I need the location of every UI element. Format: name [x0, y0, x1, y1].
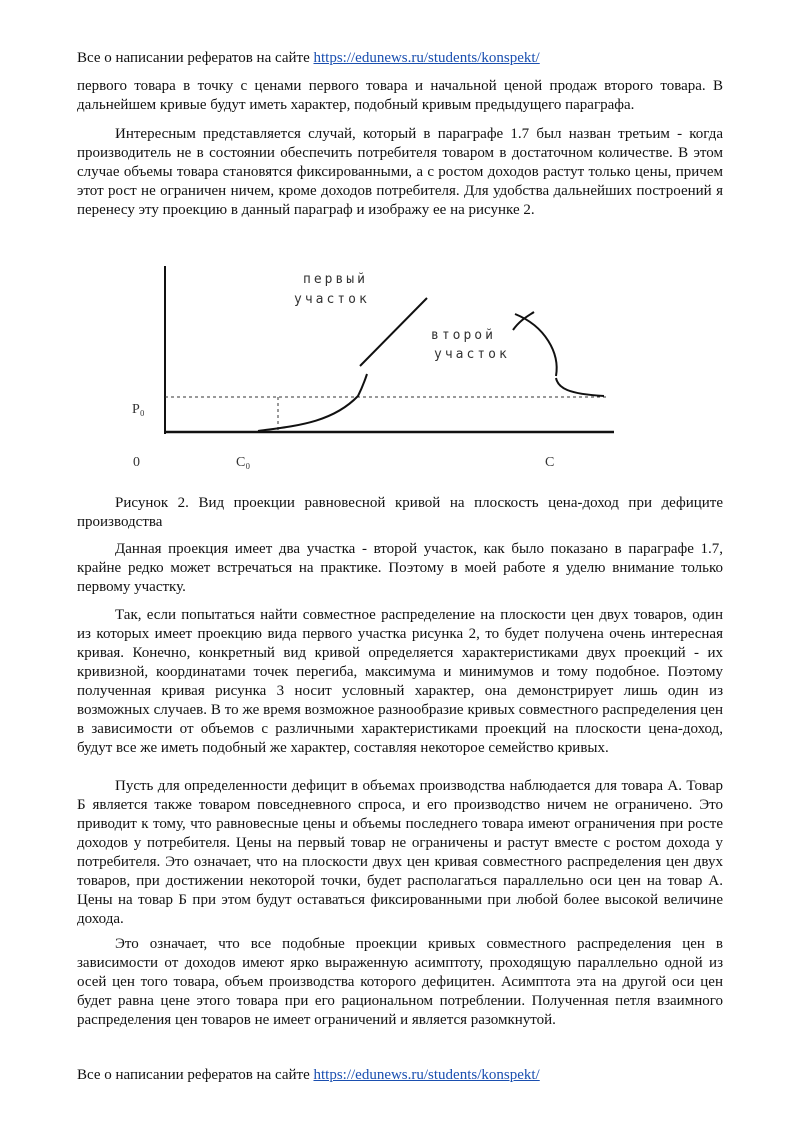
first-section-curve-upper [360, 298, 427, 366]
label-second-line1: второй [431, 328, 496, 343]
label-first-line1: первый [303, 272, 368, 287]
footer-link[interactable]: https://edunews.ru/students/konspekt/ [313, 1067, 540, 1083]
second-section-curve-lower [556, 378, 604, 396]
origin-label: 0 [133, 455, 140, 470]
figure-2-graphic [120, 258, 630, 483]
footer-text: Все о написании рефератов на сайте [77, 1067, 314, 1083]
label-second-line2: участок [434, 347, 510, 362]
paragraph-2: Интересным представляется случай, который в параграфе 1.7 был назван третьим - когда производитель не в состоянии обеспечить потребителя товаром в достаточном количестве. В этом случае объемы товара становятся фиксированными, а с ростом доходов растут только цены, причем этот рост не ограничен ничем, кроме доходов потребителя. Для удобства дальнейших построений я перенесу эту проекцию в данный параграф и изображу ее на рисунке 2. [77, 126, 723, 218]
paragraph-3: Данная проекция имеет два участка - второй участок, как было показано в параграфе 1.7, крайне редко может встречаться на практике. Поэтому в моей работе я уделю внимание только первому участку. [77, 541, 723, 595]
header-link[interactable]: https://edunews.ru/students/konspekt/ [313, 50, 540, 66]
c-label: C [545, 455, 555, 470]
figure-caption: Рисунок 2. Вид проекции равновесной кривой на плоскость цена-доход при дефиците производства [77, 495, 723, 530]
p0-label: P₀ [132, 402, 145, 417]
c0-label: C₀ [236, 455, 251, 470]
paragraph-5: Пусть для определенности дефицит в объемах производства наблюдается для товара А. Товар Б является также товаром повседневного спроса, и его производство ничем не ограничено. Это приводит к тому, что равновесные цены и объемы последнего товара имеют ограничения при росте доходов у потребителя. Цены на первый товар не ограничены и растут вместе с ростом дохода у потребителя. Это означает, что на плоскости двух цен кривая совместного распределения цен двух товаров, при достижении некоторой точки, будет располагаться параллельно оси цен на товар А. Цены на товар Б при этом будут оставаться фиксированными при любой более высокой величине дохода. [77, 778, 723, 927]
first-section-curve-lower [258, 374, 367, 431]
figure-2 [120, 258, 630, 483]
paragraph-4: Так, если попытаться найти совместное распределение на плоскости цен двух товаров, один из которых имеет проекцию вида первого участка рисунка 2, то будет получена очень интересная кривая. Конечно, конкретный вид кривой определяется характеристиками двух проекций - их кривизной, координатами точек перегиба, максимума и минимумов и тому подобное. Поэтому полученная кривая рисунка 3 носит условный характер, она демонстрирует лишь один из возможных случаев. В то же время возможное разнообразие кривых совместного распределения цен в зависимости от объемов с различными характеристиками проекций на плоскости цена-доход, будут все же иметь подобный же характер, составляя некоторое семейство кривых. [77, 607, 723, 756]
paragraph-1: первого товара в точку с ценами первого товара и начальной ценой продаж второго товара. В дальнейшем кривые будут иметь характер, подобный кривым предыдущего параграфа. [77, 78, 723, 113]
header-text: Все о написании рефератов на сайте [77, 50, 314, 66]
page-footer [77, 1065, 540, 1085]
page-header [77, 48, 540, 68]
second-section-curve-upper [513, 312, 557, 376]
label-first-line2: участок [294, 292, 370, 307]
paragraph-6: Это означает, что все подобные проекции кривых совместного распределения цен в зависимости от доходов имеют ярко выраженную асимптоту, проходящую параллельно одной из осей цен того товара, объем производства которого дефицитен. Асимптота эта на другой оси цен будет равна цене этого товара при его рациональном потреблении. Полученная петля взаимного распределения цен товаров не имеет ограничений и является разомкнутой. [77, 936, 723, 1028]
